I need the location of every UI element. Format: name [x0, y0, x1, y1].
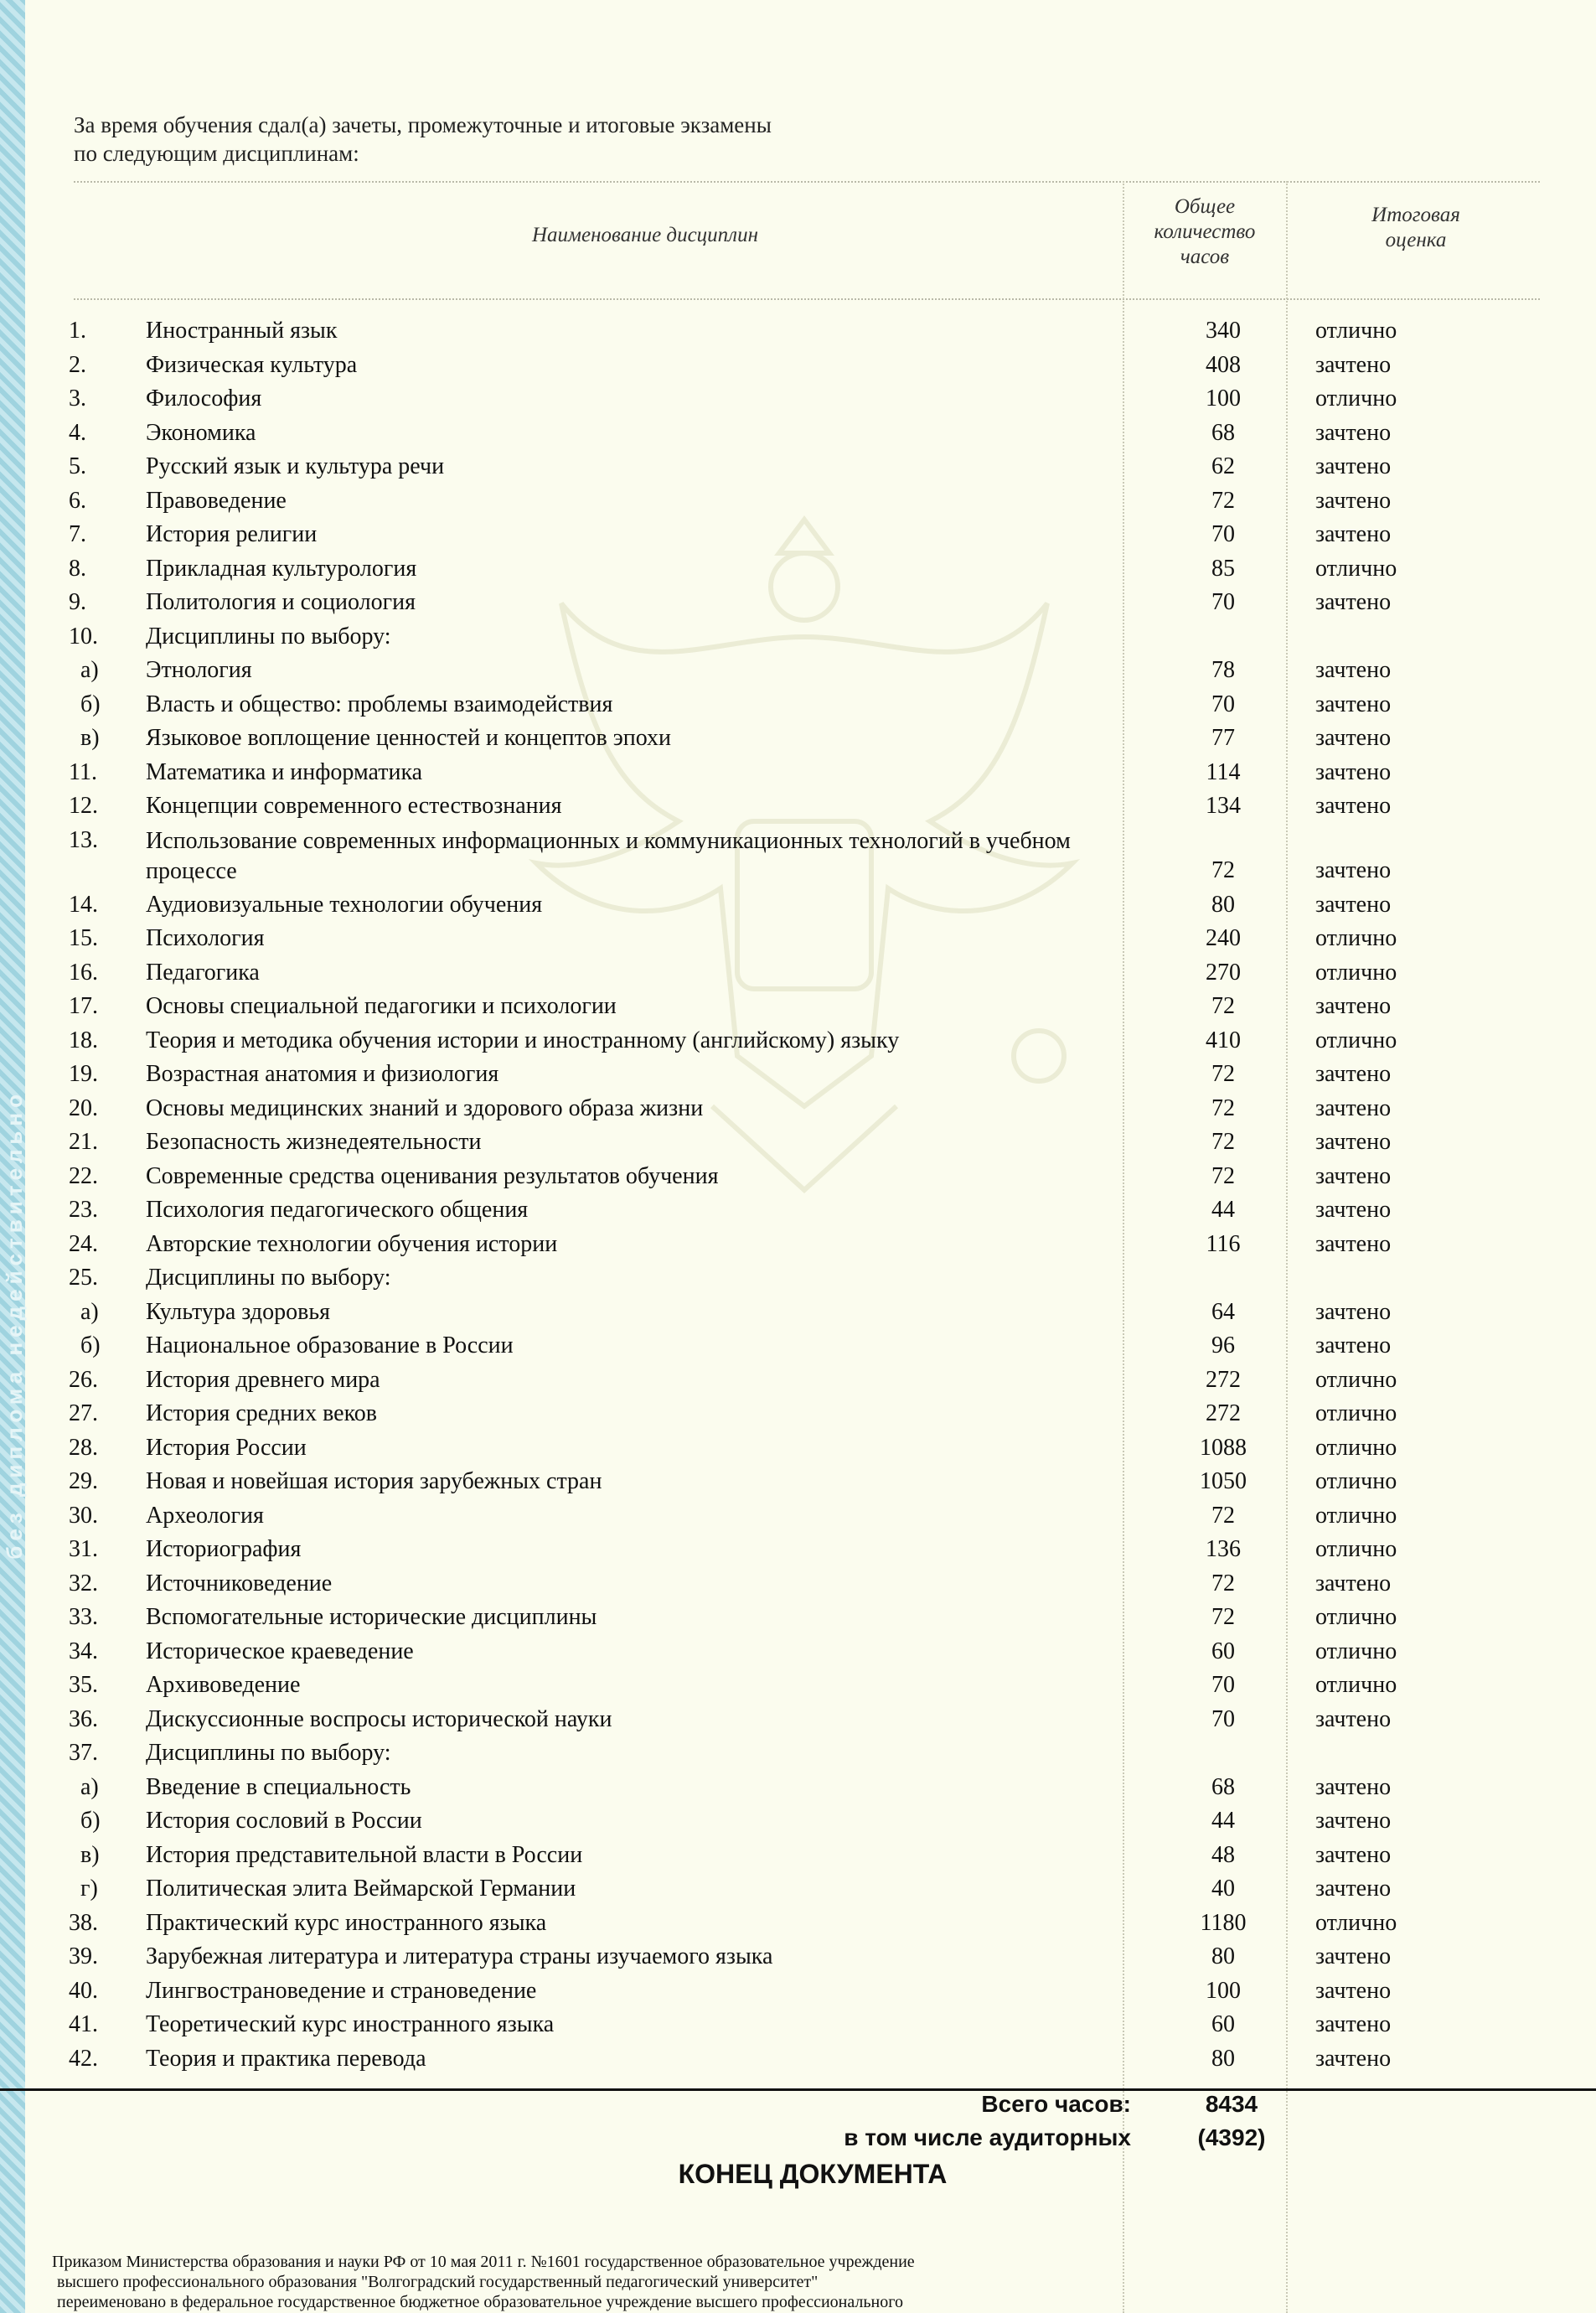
- hours-value: 70: [1211, 521, 1235, 547]
- grade-value: зачтено: [1315, 521, 1392, 547]
- table-row: [0, 1400, 1596, 1433]
- row-number: 22.: [69, 1162, 98, 1189]
- table-row: [0, 385, 1596, 418]
- table-row: [0, 588, 1596, 622]
- row-number: б): [80, 691, 101, 717]
- grade-value: зачтено: [1315, 487, 1392, 514]
- row-number: в): [80, 1841, 100, 1868]
- hours-value: 78: [1211, 657, 1235, 683]
- discipline-name: Политология и социология: [146, 589, 416, 615]
- header-discipline: Наименование дисциплин: [532, 224, 758, 246]
- hours-value: 44: [1211, 1197, 1235, 1223]
- header-hours-line-3: часов: [1180, 246, 1230, 268]
- row-number: 3.: [69, 386, 86, 411]
- grade-value: отлично: [1315, 1468, 1397, 1494]
- grade-value: зачтено: [1315, 793, 1392, 819]
- row-number: 10.: [69, 623, 98, 649]
- hours-value: 1180: [1200, 1909, 1247, 1936]
- discipline-name: Безопасность жизнедеятельности: [146, 1129, 482, 1155]
- discipline-name: История древнего мира: [146, 1366, 380, 1393]
- grade-value: отлично: [1315, 1909, 1397, 1936]
- row-number: 12.: [69, 793, 98, 819]
- row-number: 26.: [69, 1366, 98, 1393]
- row-number: 28.: [69, 1434, 98, 1461]
- intro-line-2: по следующим дисциплинам:: [74, 141, 359, 166]
- row-number: 30.: [69, 1502, 98, 1529]
- hours-value: 72: [1211, 1570, 1235, 1596]
- row-number: 21.: [69, 1129, 98, 1155]
- discipline-name: Педагогика: [146, 959, 260, 986]
- grade-value: зачтено: [1315, 993, 1392, 1019]
- hours-value: 85: [1211, 555, 1235, 582]
- hours-value: 72: [1211, 1604, 1235, 1630]
- table-row: [0, 1909, 1596, 1943]
- hours-value: 116: [1206, 1230, 1241, 1257]
- table-row: [0, 623, 1596, 656]
- hours-value: 340: [1206, 318, 1241, 344]
- discipline-name: Политическая элита Веймарской Германии: [146, 1876, 576, 1902]
- grade-value: зачтено: [1315, 1773, 1392, 1800]
- table-row: [0, 1535, 1596, 1569]
- hours-value: 240: [1206, 925, 1241, 951]
- grade-value: отлично: [1315, 959, 1397, 986]
- grade-value: зачтено: [1315, 1705, 1392, 1732]
- grade-value: отлично: [1315, 555, 1397, 582]
- table-row: [0, 1027, 1596, 1060]
- table-row: [0, 1739, 1596, 1772]
- discipline-name: Культура здоровья: [146, 1298, 330, 1325]
- discipline-name: Основы медицинских знаний и здорового образа жизни: [146, 1094, 704, 1121]
- discipline-name: Аудиовизуальные технологии обучения: [146, 891, 543, 918]
- header-top-rule: [74, 181, 1540, 183]
- table-row: [0, 1841, 1596, 1875]
- hours-value: 77: [1211, 725, 1235, 751]
- footnote-line-1: Приказом Министерства образования и науки РФ от 10 мая 2011 г. №1601 государственное образовательное учреждение: [52, 2253, 915, 2271]
- hours-value: 1088: [1200, 1434, 1247, 1461]
- row-number: а): [80, 1773, 99, 1800]
- header-hours: [1127, 194, 1283, 270]
- discipline-name: Зарубежная литература и литература страны изучаемого языка: [146, 1943, 773, 1969]
- table-row: [0, 317, 1596, 350]
- grade-value: зачтено: [1315, 1841, 1392, 1868]
- discipline-name: Правоведение: [146, 487, 287, 514]
- discipline-name: Русский язык и культура речи: [146, 453, 445, 479]
- table-row: [0, 1230, 1596, 1264]
- grade-value: зачтено: [1315, 589, 1392, 615]
- hours-value: 62: [1211, 453, 1235, 479]
- table-row: [0, 1128, 1596, 1162]
- discipline-name: Психология педагогического общения: [146, 1197, 529, 1223]
- discipline-name: История России: [146, 1434, 307, 1461]
- table-row: [0, 487, 1596, 520]
- discipline-name: Математика и информатика: [146, 758, 423, 785]
- discipline-name: История средних веков: [146, 1400, 377, 1426]
- discipline-name: Авторские технологии обучения истории: [146, 1230, 558, 1257]
- discipline-name: История сословий в России: [146, 1808, 422, 1834]
- hours-value: 72: [1211, 487, 1235, 514]
- discipline-name: Психология: [146, 925, 265, 951]
- table-row: [0, 1603, 1596, 1637]
- grade-value: зачтено: [1315, 758, 1392, 785]
- discipline-name: Власть и общество: проблемы взаимодействия: [146, 691, 613, 717]
- row-number: 39.: [69, 1943, 98, 1969]
- discipline-name: Вспомогательные исторические дисциплины: [146, 1604, 597, 1630]
- hours-value: 100: [1206, 1977, 1241, 2004]
- grade-value: зачтено: [1315, 891, 1392, 918]
- grade-value: зачтено: [1315, 856, 1392, 883]
- grade-value: зачтено: [1315, 453, 1392, 479]
- grade-value: отлично: [1315, 1672, 1397, 1698]
- discipline-name: Археология: [146, 1502, 264, 1529]
- table-row: [0, 1332, 1596, 1365]
- row-number: г): [80, 1876, 98, 1902]
- row-number: 42.: [69, 2045, 98, 2072]
- row-number: в): [80, 725, 100, 751]
- table-row: [0, 1875, 1596, 1908]
- header-bottom-rule: [74, 298, 1540, 300]
- hours-value: 68: [1211, 1773, 1235, 1800]
- footnote-line-3: переименовано в федеральное государственное бюджетное образовательное учреждение высшего профессионального: [57, 2293, 903, 2311]
- discipline-name: Историческое краеведение: [146, 1638, 414, 1664]
- hours-value: 44: [1211, 1808, 1235, 1834]
- total-hours-value: 8434: [1205, 2091, 1258, 2117]
- table-row: [0, 656, 1596, 690]
- table-row: [0, 826, 1596, 884]
- grade-value: отлично: [1315, 1502, 1397, 1529]
- hours-value: 114: [1206, 758, 1241, 785]
- row-number: 31.: [69, 1536, 98, 1562]
- header-grade-line-2: оценка: [1385, 229, 1447, 251]
- grade-value: зачтено: [1315, 1197, 1392, 1223]
- row-number: 4.: [69, 419, 86, 446]
- discipline-name: Введение в специальность: [146, 1773, 411, 1800]
- hours-value: 70: [1211, 1705, 1235, 1732]
- grade-value: зачтено: [1315, 725, 1392, 751]
- grade-value: зачтено: [1315, 2045, 1392, 2072]
- row-number: а): [80, 657, 99, 683]
- discipline-name: Практический курс иностранного языка: [146, 1909, 547, 1936]
- hours-value: 72: [1211, 1061, 1235, 1087]
- grade-value: отлично: [1315, 1604, 1397, 1630]
- grade-value: отлично: [1315, 1536, 1397, 1562]
- table-row: [0, 1366, 1596, 1400]
- table-row: [0, 1943, 1596, 1976]
- table-row: [0, 724, 1596, 758]
- auditory-hours-value: (4392): [1197, 2124, 1266, 2150]
- table-row: [0, 1298, 1596, 1332]
- table-row: [0, 1807, 1596, 1840]
- hours-value: 72: [1211, 1162, 1235, 1189]
- discipline-name: Теория и методика обучения истории и иностранному (английскому) языку: [146, 1027, 900, 1053]
- row-number: 6.: [69, 487, 86, 514]
- grade-value: зачтено: [1315, 1298, 1392, 1325]
- hours-value: 410: [1206, 1027, 1241, 1053]
- table-row: [0, 1705, 1596, 1739]
- table-row: [0, 1570, 1596, 1603]
- row-number: 17.: [69, 993, 98, 1019]
- table-row: [0, 1671, 1596, 1705]
- discipline-name: Физическая культура: [146, 351, 358, 378]
- row-number: 19.: [69, 1061, 98, 1087]
- grade-value: отлично: [1315, 1366, 1397, 1393]
- hours-value: 100: [1206, 386, 1241, 411]
- table-row: [0, 1434, 1596, 1467]
- header-grade-line-1: Итоговая: [1371, 204, 1460, 226]
- row-number: 40.: [69, 1977, 98, 2004]
- table-row: [0, 555, 1596, 588]
- table-row: [0, 1264, 1596, 1297]
- hours-value: 272: [1206, 1400, 1241, 1426]
- discipline-name: Возрастная анатомия и физиология: [146, 1061, 499, 1087]
- hours-value: 40: [1211, 1876, 1235, 1902]
- footnote: [52, 2252, 1166, 2312]
- discipline-name: Языковое воплощение ценностей и концептов эпохи: [146, 725, 671, 751]
- hours-value: 68: [1211, 419, 1235, 446]
- hours-value: 60: [1211, 2011, 1235, 2037]
- hours-value: 80: [1211, 2045, 1235, 2072]
- intro-text: [74, 111, 1330, 168]
- grade-value: отлично: [1315, 1027, 1397, 1053]
- grade-value: зачтено: [1315, 419, 1392, 446]
- table-row: [0, 691, 1596, 724]
- table-row: [0, 453, 1596, 486]
- discipline-name: Дисциплины по выбору:: [146, 1265, 391, 1291]
- discipline-name: Новая и новейшая история зарубежных стран: [146, 1468, 602, 1494]
- grade-value: зачтено: [1315, 2011, 1392, 2037]
- discipline-name: Философия: [146, 386, 262, 411]
- hours-value: 72: [1211, 856, 1235, 883]
- header-hours-line-1: Общее: [1174, 195, 1236, 218]
- row-number: 27.: [69, 1400, 98, 1426]
- grade-value: зачтено: [1315, 691, 1392, 717]
- grade-value: зачтено: [1315, 1808, 1392, 1834]
- discipline-name: Современные средства оценивания результатов обучения: [146, 1162, 719, 1189]
- discipline-name: Прикладная культурология: [146, 555, 417, 582]
- row-number: 35.: [69, 1672, 98, 1698]
- row-number: 29.: [69, 1468, 98, 1494]
- discipline-name: Иностранный язык: [146, 318, 338, 344]
- discipline-name: Архивоведение: [146, 1672, 301, 1698]
- discipline-name: Этнология: [146, 657, 252, 683]
- table-row: [0, 1502, 1596, 1535]
- row-number: 15.: [69, 925, 98, 951]
- row-number: 7.: [69, 521, 86, 547]
- hours-value: 408: [1206, 351, 1241, 378]
- table-row: [0, 1162, 1596, 1196]
- discipline-name: Историография: [146, 1536, 302, 1562]
- row-number: 23.: [69, 1197, 98, 1223]
- hours-value: 60: [1211, 1638, 1235, 1664]
- table-row: [0, 758, 1596, 792]
- discipline-name: Использование современных информационных и коммуникационных технологий в учебном процессе: [146, 827, 1071, 884]
- row-number: 38.: [69, 1909, 98, 1936]
- hours-value: 136: [1206, 1536, 1241, 1562]
- hours-value: 48: [1211, 1841, 1235, 1868]
- discipline-name: Дискуссионные воспросы исторической науки: [146, 1705, 612, 1732]
- grade-value: отлично: [1315, 1434, 1397, 1461]
- header-hours-line-2: количество: [1154, 220, 1256, 243]
- intro-line-1: За время обучения сдал(а) зачеты, промежуточные и итоговые экзамены: [74, 112, 772, 137]
- table-row: [0, 959, 1596, 992]
- grade-value: зачтено: [1315, 1977, 1392, 2004]
- grade-value: отлично: [1315, 386, 1397, 411]
- grade-value: зачтено: [1315, 1570, 1392, 1596]
- hours-value: 1050: [1200, 1468, 1247, 1494]
- row-number: 9.: [69, 589, 86, 615]
- row-number: 37.: [69, 1740, 98, 1766]
- discipline-name: Национальное образование в России: [146, 1332, 514, 1358]
- table-row: [0, 2045, 1596, 2078]
- grade-value: зачтено: [1315, 1876, 1392, 1902]
- hours-value: 64: [1211, 1298, 1235, 1325]
- hours-value: 96: [1211, 1332, 1235, 1358]
- table-row: [0, 1467, 1596, 1501]
- table-row: [0, 1638, 1596, 1671]
- table-row: [0, 419, 1596, 453]
- discipline-name: Экономика: [146, 419, 256, 446]
- row-number: 20.: [69, 1094, 98, 1121]
- row-number: 13.: [69, 826, 98, 853]
- grade-value: зачтено: [1315, 1230, 1392, 1257]
- table-row: [0, 992, 1596, 1026]
- row-number: 2.: [69, 351, 86, 378]
- grade-value: отлично: [1315, 1400, 1397, 1426]
- table-row: [0, 1094, 1596, 1128]
- row-number: 1.: [69, 318, 86, 344]
- table-bottom-rule: [0, 2088, 1596, 2091]
- table-row: [0, 891, 1596, 924]
- row-number: б): [80, 1808, 101, 1834]
- grade-value: зачтено: [1315, 1129, 1392, 1155]
- discipline-name: Теоретический курс иностранного языка: [146, 2011, 555, 2037]
- row-number: 8.: [69, 555, 86, 582]
- row-number: 25.: [69, 1265, 98, 1291]
- hours-value: 72: [1211, 993, 1235, 1019]
- auditory-hours-label: в том числе аудиторных: [844, 2124, 1131, 2150]
- discipline-name: Дисциплины по выбору:: [146, 1740, 391, 1766]
- table-row: [0, 351, 1596, 385]
- row-number: 11.: [69, 758, 97, 785]
- row-number: 36.: [69, 1705, 98, 1732]
- grade-value: отлично: [1315, 1638, 1397, 1664]
- discipline-name: Теория и практика перевода: [146, 2045, 426, 2072]
- hours-value: 134: [1206, 793, 1241, 819]
- table-row: [0, 1977, 1596, 2010]
- table-row: [0, 1773, 1596, 1807]
- row-number: а): [80, 1298, 99, 1325]
- grade-value: зачтено: [1315, 657, 1392, 683]
- grade-value: отлично: [1315, 318, 1397, 344]
- grade-value: зачтено: [1315, 1332, 1392, 1358]
- hours-value: 72: [1211, 1129, 1235, 1155]
- hours-value: 80: [1211, 1943, 1235, 1969]
- table-row: [0, 2010, 1596, 2044]
- row-number: 16.: [69, 959, 98, 986]
- footnote-line-2: высшего профессионального образования "Волгоградский государственный педагогический университет": [57, 2273, 819, 2291]
- table-row: [0, 792, 1596, 825]
- hours-value: 72: [1211, 1502, 1235, 1529]
- grade-value: отлично: [1315, 925, 1397, 951]
- grade-value: зачтено: [1315, 351, 1392, 378]
- row-number: 32.: [69, 1570, 98, 1596]
- discipline-name: Концепции современного естествознания: [146, 793, 562, 819]
- total-hours-label: Всего часов:: [981, 2091, 1131, 2117]
- table-row: [0, 520, 1596, 554]
- grade-value: зачтено: [1315, 1162, 1392, 1189]
- border-caption: без диплома недействительно: [2, 1089, 27, 1560]
- hours-value: 70: [1211, 1672, 1235, 1698]
- row-number: б): [80, 1332, 101, 1358]
- discipline-name: Лингвострановедение и страноведение: [146, 1977, 537, 2004]
- row-number: 34.: [69, 1638, 98, 1664]
- discipline-name: Дисциплины по выбору:: [146, 623, 391, 649]
- row-number: 33.: [69, 1604, 98, 1630]
- grade-value: зачтено: [1315, 1094, 1392, 1121]
- discipline-name: Основы специальной педагогики и психологии: [146, 993, 617, 1019]
- row-number: 24.: [69, 1230, 98, 1257]
- row-number: 41.: [69, 2011, 98, 2037]
- row-number: 14.: [69, 891, 98, 918]
- hours-value: 70: [1211, 691, 1235, 717]
- hours-value: 72: [1211, 1094, 1235, 1121]
- table-row: [0, 1196, 1596, 1229]
- header-grade: [1290, 203, 1542, 253]
- hours-value: 70: [1211, 589, 1235, 615]
- hours-value: 80: [1211, 891, 1235, 918]
- hours-value: 270: [1206, 959, 1241, 986]
- grade-value: зачтено: [1315, 1943, 1392, 1969]
- row-number: 18.: [69, 1027, 98, 1053]
- grade-value: зачтено: [1315, 1061, 1392, 1087]
- discipline-name: История религии: [146, 521, 318, 547]
- table-row: [0, 1060, 1596, 1094]
- hours-value: 272: [1206, 1366, 1241, 1393]
- discipline-name: Источниковедение: [146, 1570, 333, 1596]
- table-row: [0, 924, 1596, 958]
- row-number: 5.: [69, 453, 86, 479]
- discipline-name: История представительной власти в России: [146, 1841, 583, 1868]
- end-of-document: КОНЕЦ ДОКУМЕНТА: [678, 2159, 948, 2189]
